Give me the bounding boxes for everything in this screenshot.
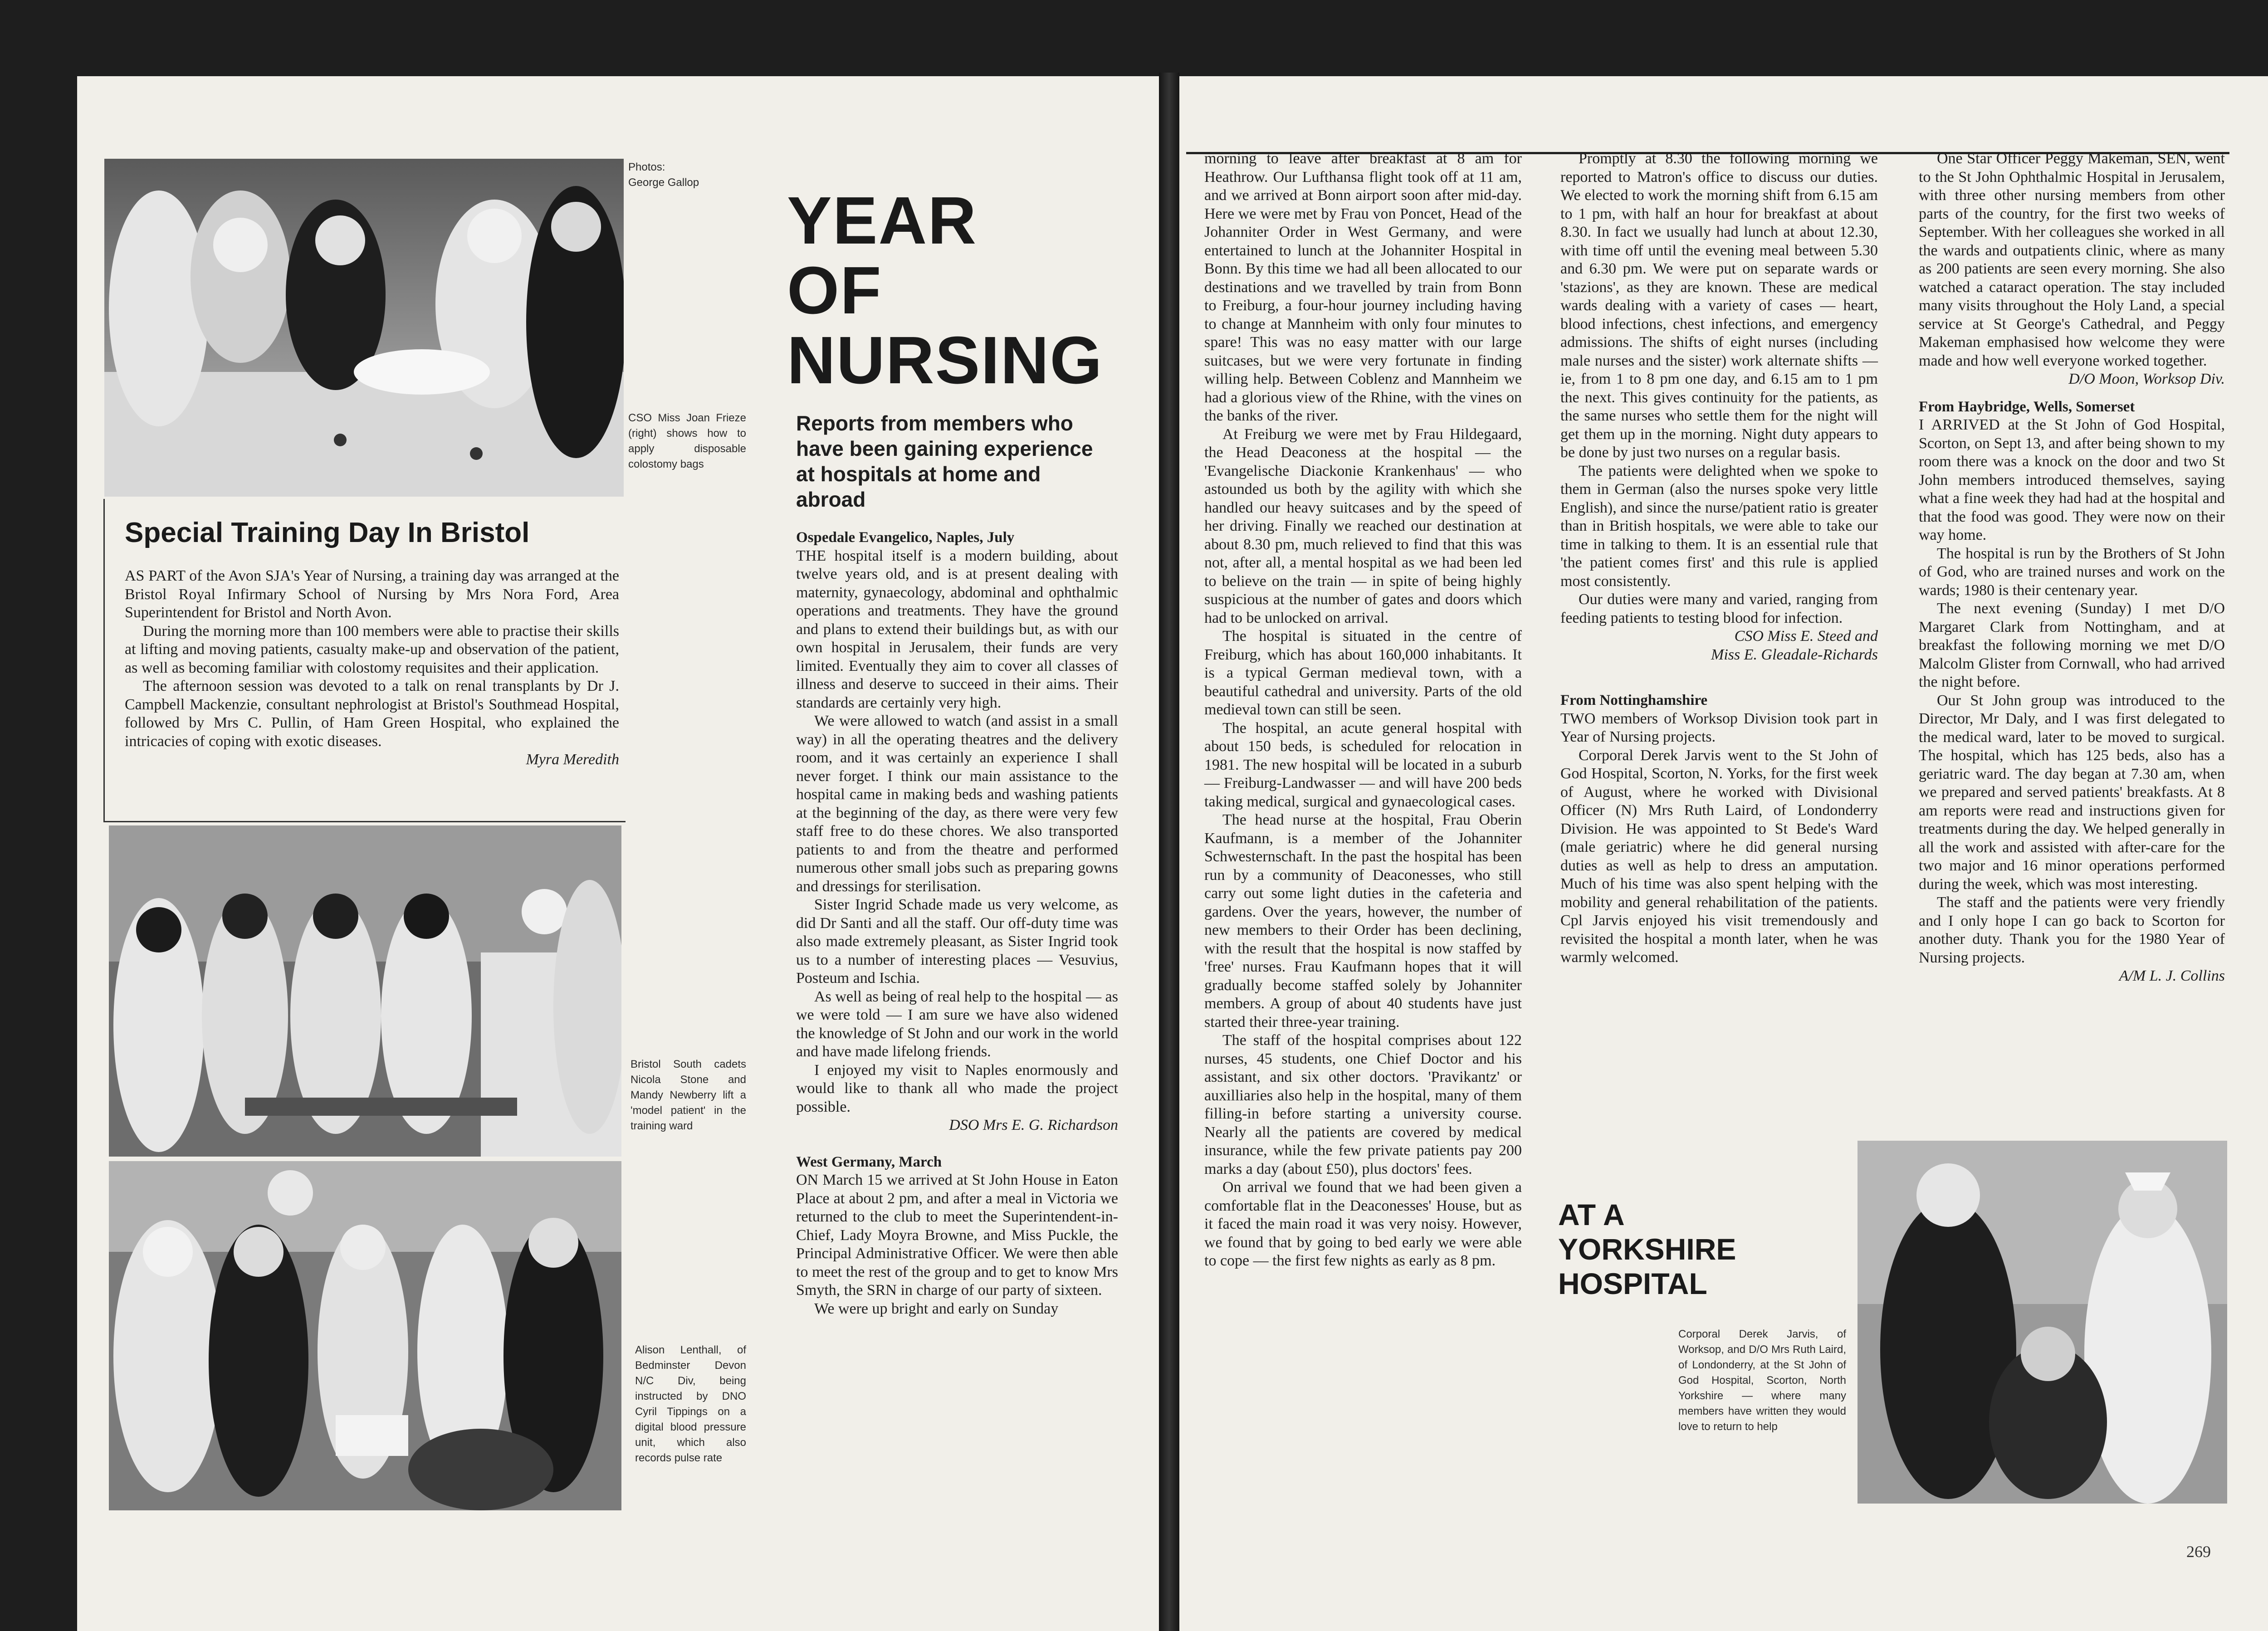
photo3-caption: Alison Lenthall, of Bedminster Devon N/C Div, being instructed by DNO Cyril Tippings on a digital blood pressure unit, which also records pulse rate xyxy=(635,1344,746,1464)
bristol-signature: Myra Meredith xyxy=(526,751,619,768)
germany-p2: We were up bright and early on Sunday xyxy=(814,1300,1059,1317)
page-number: 269 xyxy=(2186,1543,2211,1561)
bristol-p2: During the morning more than 100 members were able to practise their skills at lifting and moving patients, casualty make-up and observation of the patient, as well as becoming familiar with colostomy requisites and their application. xyxy=(125,622,619,676)
headline-line-1: YEAR xyxy=(787,183,978,258)
nottingham-p1: TWO members of Worksop Division took part in Year of Nursing projects. xyxy=(1560,710,1878,745)
rc1-p7: On arrival we found that we had been given a comfortable flat in the Deaconesses' House, but as it faced the main road it was very noisy. However, we found that by going to bed early we were able to cope — the first few nights as early as 8 pm. xyxy=(1204,1179,1522,1269)
photo1-caption: CSO Miss Joan Frieze (right) shows how to apply disposable colostomy bags xyxy=(628,412,746,470)
rc1-p3: The hospital is situated in the centre of Freiburg, which has about 160,000 inhabitants. It is a typical German medieval town, with a beautiful cathedral and university. Parts of the old medieval town can still be seen. xyxy=(1204,628,1522,718)
rc2-p3: Our duties were many and varied, ranging from feeding patients to testing blood for infection. xyxy=(1560,591,1878,626)
photo-bristol-cadets xyxy=(109,825,621,1157)
haybridge-p2: The hospital is run by the Brothers of St John of God, who are trained nurses and work on the wards; 1980 is their centenary year. xyxy=(1919,545,2225,599)
germany-p1: ON March 15 we arrived at St John House in Eaton Place at about 2 pm, and after a meal in Victoria we returned to the club to meet the Superintendent-in-Chief, Lady Moyra Browne, and Miss Puckle, the Principal Administrative Officer. We were then able to meet the rest of the group and to get to know Mrs Smyth, the SRN in charge of our party of sixteen. xyxy=(796,1172,1118,1299)
section-gap xyxy=(796,1135,1118,1153)
naples-subhead: Ospedale Evangelico, Naples, July xyxy=(796,529,1015,546)
photo-blood-pressure-demo xyxy=(109,1161,621,1510)
yorkshire-caption: Corporal Derek Jarvis, of Worksop, and D/O Mrs Ruth Laird, of Londonderry, at the St John of God Hospital, Scorton, North Yorkshire — where many members have written they would love to return to help xyxy=(1678,1328,1846,1433)
photo-yorkshire-hospital xyxy=(1857,1141,2227,1504)
naples-signature: DSO Mrs E. G. Richardson xyxy=(949,1117,1118,1133)
yorkshire-line-2: YORKSHIRE xyxy=(1558,1232,1736,1266)
bristol-article xyxy=(125,567,619,769)
section-gap xyxy=(1560,664,1878,691)
naples-germany-column xyxy=(796,528,1118,1318)
right-column-2 xyxy=(1560,150,1878,967)
photo2-caption: Bristol South cadets Nicola Stone and Mandy Newberry lift a 'model patient' in the training ward xyxy=(631,1058,746,1132)
yorkshire-line-3: HOSPITAL xyxy=(1558,1267,1707,1300)
naples-p1: THE hospital itself is a modern building, about twelve years old, and is at present dealing with maternity, gynaecology, abdominal and ophthalmic operations and treatments. They have the ground and plans to extend their buildings but, as with our own hospital in Jerusalem, their funds are very limited. Eventually they aim to cover all classes of illness and deserve to succeed in their aims. Their standards are certainly very high. xyxy=(796,547,1118,711)
rc1-p5: The head nurse at the hospital, Frau Oberin Kaufmann, is a member of the Johanniter Schwesternschaft. In the past the hospital has been run by a community of Deaconesses, who still carry out some light duties in the cafeteria and gardens. Over the years, however, the number of new members to their Order has been declining, with the result that the hospital is now staffed by 'free' nurses. Frau Kaufmann hopes that it will gradually become staffed solely by Johanniter members. A group of about 40 students have just started their three-year training. xyxy=(1204,811,1522,1030)
germany-subhead: West Germany, March xyxy=(796,1153,942,1170)
photo-credit: Photos: George Gallop xyxy=(628,161,699,189)
rc1-p4: The hospital, an acute general hospital with about 150 beds, is scheduled for relocation in 1981. The new hospital will be located in a suburb — Freiburg-Landwasser — and will have 200 beds taking medical, surgical and gynaecological cases. xyxy=(1204,719,1522,810)
headline-line-2: OF xyxy=(787,253,882,328)
rc2-signature-2: Miss E. Gleadale-Richards xyxy=(1711,646,1878,663)
nottingham-subhead: From Nottinghamshire xyxy=(1560,692,1708,708)
haybridge-p4: Our St John group was introduced to the Director, Mr Daly, and I was first delegated to the medical ward, later to be moved to surgical. The hospital, which has 125 beds, also has a geriatric ward. The day began at 7.30 am, when we prepared and served patients' breakfasts. At 8 am reports were read and instructions given for treatments during the day. We helped generally in all the work and assisted with after-care for the two major and 16 minor operations performed during the week, which was most interesting. xyxy=(1919,692,2225,893)
bristol-p3: The afternoon session was devoted to a talk on renal transplants by Dr J. Campbell Mackenzie, consultant nephrologist at Bristol's Southmead Hospital, followed by Mrs C. Pullin, of Ham Green Hospital, who explained the intricacies of coping with exotic diseases. xyxy=(125,678,619,750)
haybridge-subhead: From Haybridge, Wells, Somerset xyxy=(1919,398,2135,415)
rc1-p2: At Freiburg we were met by Frau Hildegaard, the Head Deaconess at the hospital — the 'Evangelische Diackonie Krankenhaus' — who astounded us both by the agility with which she handled our heavy suitcases and by the speed of her driving. Finally we reached our destination at about 8.30 pm, much relieved to find that this was not, after all, a mental hospital as we had been led to believe on the train — in spite of being highly suspicious at the number of gates and doors which had to be unlocked on arrival. xyxy=(1204,425,1522,626)
right-column-3 xyxy=(1919,150,2225,986)
headline-line-3: NURSING xyxy=(787,323,1103,398)
haybridge-p1: I ARRIVED at the St John of God Hospital, Scorton, on Sept 13, and after being shown to my room there was a knock on the door and two St John members introduced themselves, saying what a fine week they had had at the hospital and that the food was good. They were now on their way home. xyxy=(1919,416,2225,543)
bristol-p1: AS PART of the Avon SJA's Year of Nursing, a training day was arranged at the Bristol Royal Infirmary School of Nursing by Mrs Nora Ford, Area Superintendent for Bristol and North Avon. xyxy=(125,567,619,621)
photo-colostomy-demo xyxy=(104,159,624,497)
naples-p4: As well as being of real help to the hospital — as we were told — I am sure we have also widened the knowledge of St John and our work in the world and have made lifelong friends. xyxy=(796,988,1118,1060)
standfirst: Reports from members who have been gaining experience at hospitals at home and abroad xyxy=(796,411,1093,511)
rc3-p1: One Star Officer Peggy Makeman, SEN, went to the St John Ophthalmic Hospital in Jerusalem, with three other nursing members from other parts of the country, for the first two weeks of September. With her colleagues she worked in all the wards and outpatients clinic, where as many as 200 patients are seen every morning. She also watched a cataract operation. The stay included many visits throughout the Holy Land, a special service at St George's Cathedral, and Peggy Makeman emphasised how welcome they were made and how well everyone worked together. xyxy=(1919,150,2225,369)
rc1-p1: morning to leave after breakfast at 8 am for Heathrow. Our Lufthansa flight took off at 11 am, and we arrived at Bonn airport soon after mid-day. Here we were met by Frau von Poncet, Head of the Johanniter Order in West Germany, and were entertained to lunch at the Johanniter Hospital in Bonn. By this time we had all been allocated to our destinations and we travelled by train from Bonn to Freiburg, a four-hour journey including having to change at Mannheim with only four minutes to spare! This was no easy matter with our large suitcases, but we were very fortunate in finding willing help. Between Coblenz and Mannheim we had a glorious view of the Rhine, with the vines on the banks of the river. xyxy=(1204,150,1522,424)
bristol-title: Special Training Day In Bristol xyxy=(125,517,530,548)
spine-gutter xyxy=(1159,73,1179,1631)
year-of-nursing-headline xyxy=(787,183,1150,398)
yorkshire-headline xyxy=(1558,1197,1830,1301)
nottingham-p2: Corporal Derek Jarvis went to the St John of God Hospital, Scorton, N. Yorks, for the first week of August, where he worked with Divisional Officer (N) Mrs Ruth Laird, of Londonderry Division. He was appointed to St Bede's Ward (male geriatric) where he did general nursing duties as well as help to dress an amputation. Much of his time was also spent helping with the mobility and general rehabilitation of the patients. Cpl Jarvis enjoyed his visit tremendously and revisited the hospital a month later, when he was warmly welcomed. xyxy=(1560,747,1878,966)
rc2-p1: Promptly at 8.30 the following morning we reported to Matron's office to discuss our duties. We elected to work the morning shift from 6.15 am to 1 pm, with half an hour for breakfast at about 8.30. In fact we usually had lunch at about 12.30, with time off until the evening meal between 5.30 and 6.30 pm. We were put on separate wards or 'stazions', as they are known. These are medical wards dealing with a variety of cases — heart, blood infections, chest infections, and emergency admissions. The shifts of eight nurses (including male nurses and the sister) work alternate shifts — ie, from 1 to 8 pm one day, and 6.15 am to 1 pm the next. This gives continuity for the patients, as the same nurses who settle them for the night will get them up in the morning. Night duty appears to be done by just two nurses on a regular basis. xyxy=(1560,150,1878,461)
haybridge-p3: The next evening (Sunday) I met D/O Margaret Clark from Nottingham, and at breakfast the following morning we met D/O Malcolm Glister from Cornwall, who had arrived the night before. xyxy=(1919,600,2225,690)
naples-p2: We were allowed to watch (and assist in a small way) in all the operating theatres and the delivery room, and it was certainly an experience I shall never forget. I think our main assistance to the hospital came in making beds and washing patients at the beginning of the day, as there were very few staff free to do these chores. We also transported patients to and from the theatre and performed numerous other small jobs such as preparing gowns and dressings for sterilisation. xyxy=(796,713,1118,895)
yorkshire-line-1: AT A xyxy=(1558,1198,1625,1231)
rc2-signature-1: CSO Miss E. Steed and xyxy=(1734,628,1878,645)
section-gap xyxy=(1919,389,2225,398)
haybridge-signature: A/M L. J. Collins xyxy=(2119,967,2225,984)
right-column-1 xyxy=(1204,150,1522,1270)
rc2-p2: The patients were delighted when we spoke to them in German (also the nurses spoke very little English), and since the nurse/patient ratio is greater than in British hospitals, we were able to take our time in talking to them. It is an essential rule that 'the patient comes first' and this rule is applied most consistently. xyxy=(1560,462,1878,590)
rc3-signature: D/O Moon, Worksop Div. xyxy=(2068,371,2225,387)
haybridge-p5: The staff and the patients were very friendly and I only hope I can go back to Scorton for another duty. Thank you for the 1980 Year of Nursing projects. xyxy=(1919,894,2225,966)
naples-p3: Sister Ingrid Schade made us very welcome, as did Dr Santi and all the staff. Our off-duty time was also made extremely pleasant, as Sister Ingrid took us to a number of interesting places — Vesuvius, Posteum and Ischia. xyxy=(796,896,1118,986)
naples-p5: I enjoyed my visit to Naples enormously and would like to thank all who made the project possible. xyxy=(796,1061,1118,1115)
rc1-p6: The staff of the hospital comprises about 122 nurses, 45 students, one Chief Doctor and his assistant, and six other doctors. 'Pravikantz' or auxilliaries also help in the hospital, many of them filling-in before starting a university course. Nearly all the patients are covered by medical insurance, while the few private patients pay 200 marks a day (about £50), plus doctors' fees. xyxy=(1204,1032,1522,1177)
